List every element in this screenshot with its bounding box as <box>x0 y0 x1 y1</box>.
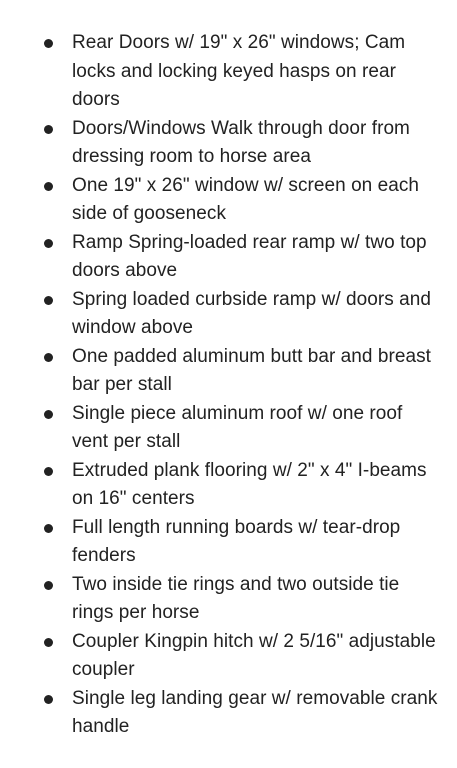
list-item-text: Single piece aluminum roof w/ one roof vent per stall <box>72 402 403 452</box>
list-item-text: Ramp Spring-loaded rear ramp w/ two top doors above <box>72 231 427 281</box>
bullet-icon <box>44 39 53 48</box>
list-item-text: Coupler Kingpin hitch w/ 2 5/16" adjustable coupler <box>72 630 436 680</box>
list-item <box>44 628 441 685</box>
list-item <box>44 400 441 457</box>
list-item-text: Single leg landing gear w/ removable crank handle <box>72 687 438 737</box>
bullet-icon <box>44 524 53 533</box>
list-item <box>44 343 441 400</box>
list-item <box>44 172 441 229</box>
bullet-icon <box>44 581 53 590</box>
bullet-icon <box>44 125 53 134</box>
list-item <box>44 115 441 172</box>
bullet-icon <box>44 638 53 647</box>
list-item <box>44 514 441 571</box>
list-item-text: Two inside tie rings and two outside tie rings per horse <box>72 573 400 623</box>
list-item-text: Full length running boards w/ tear-drop fenders <box>72 516 401 566</box>
bullet-icon <box>44 239 53 248</box>
list-item-text: Spring loaded curbside ramp w/ doors and window above <box>72 288 431 338</box>
list-item-text: One 19" x 26" window w/ screen on each side of gooseneck <box>72 174 420 224</box>
bullet-icon <box>44 695 53 704</box>
bullet-icon <box>44 353 53 362</box>
list-item <box>44 571 441 628</box>
bullet-icon <box>44 182 53 191</box>
list-item <box>44 685 441 742</box>
list-item <box>44 229 441 286</box>
list-item <box>44 457 441 514</box>
list-item-text: Doors/Windows Walk through door from dressing room to horse area <box>72 117 410 167</box>
list-item <box>44 286 441 343</box>
bullet-icon <box>44 410 53 419</box>
bullet-icon <box>44 467 53 476</box>
list-item <box>44 29 441 115</box>
bullet-icon <box>44 296 53 305</box>
list-item-text: Rear Doors w/ 19" x 26" windows; Cam locks and locking keyed hasps on rear doors <box>72 32 406 110</box>
list-item-text: One padded aluminum butt bar and breast bar per stall <box>72 345 431 395</box>
list-item-text: Extruded plank flooring w/ 2" x 4" I-beams on 16" centers <box>72 459 427 509</box>
